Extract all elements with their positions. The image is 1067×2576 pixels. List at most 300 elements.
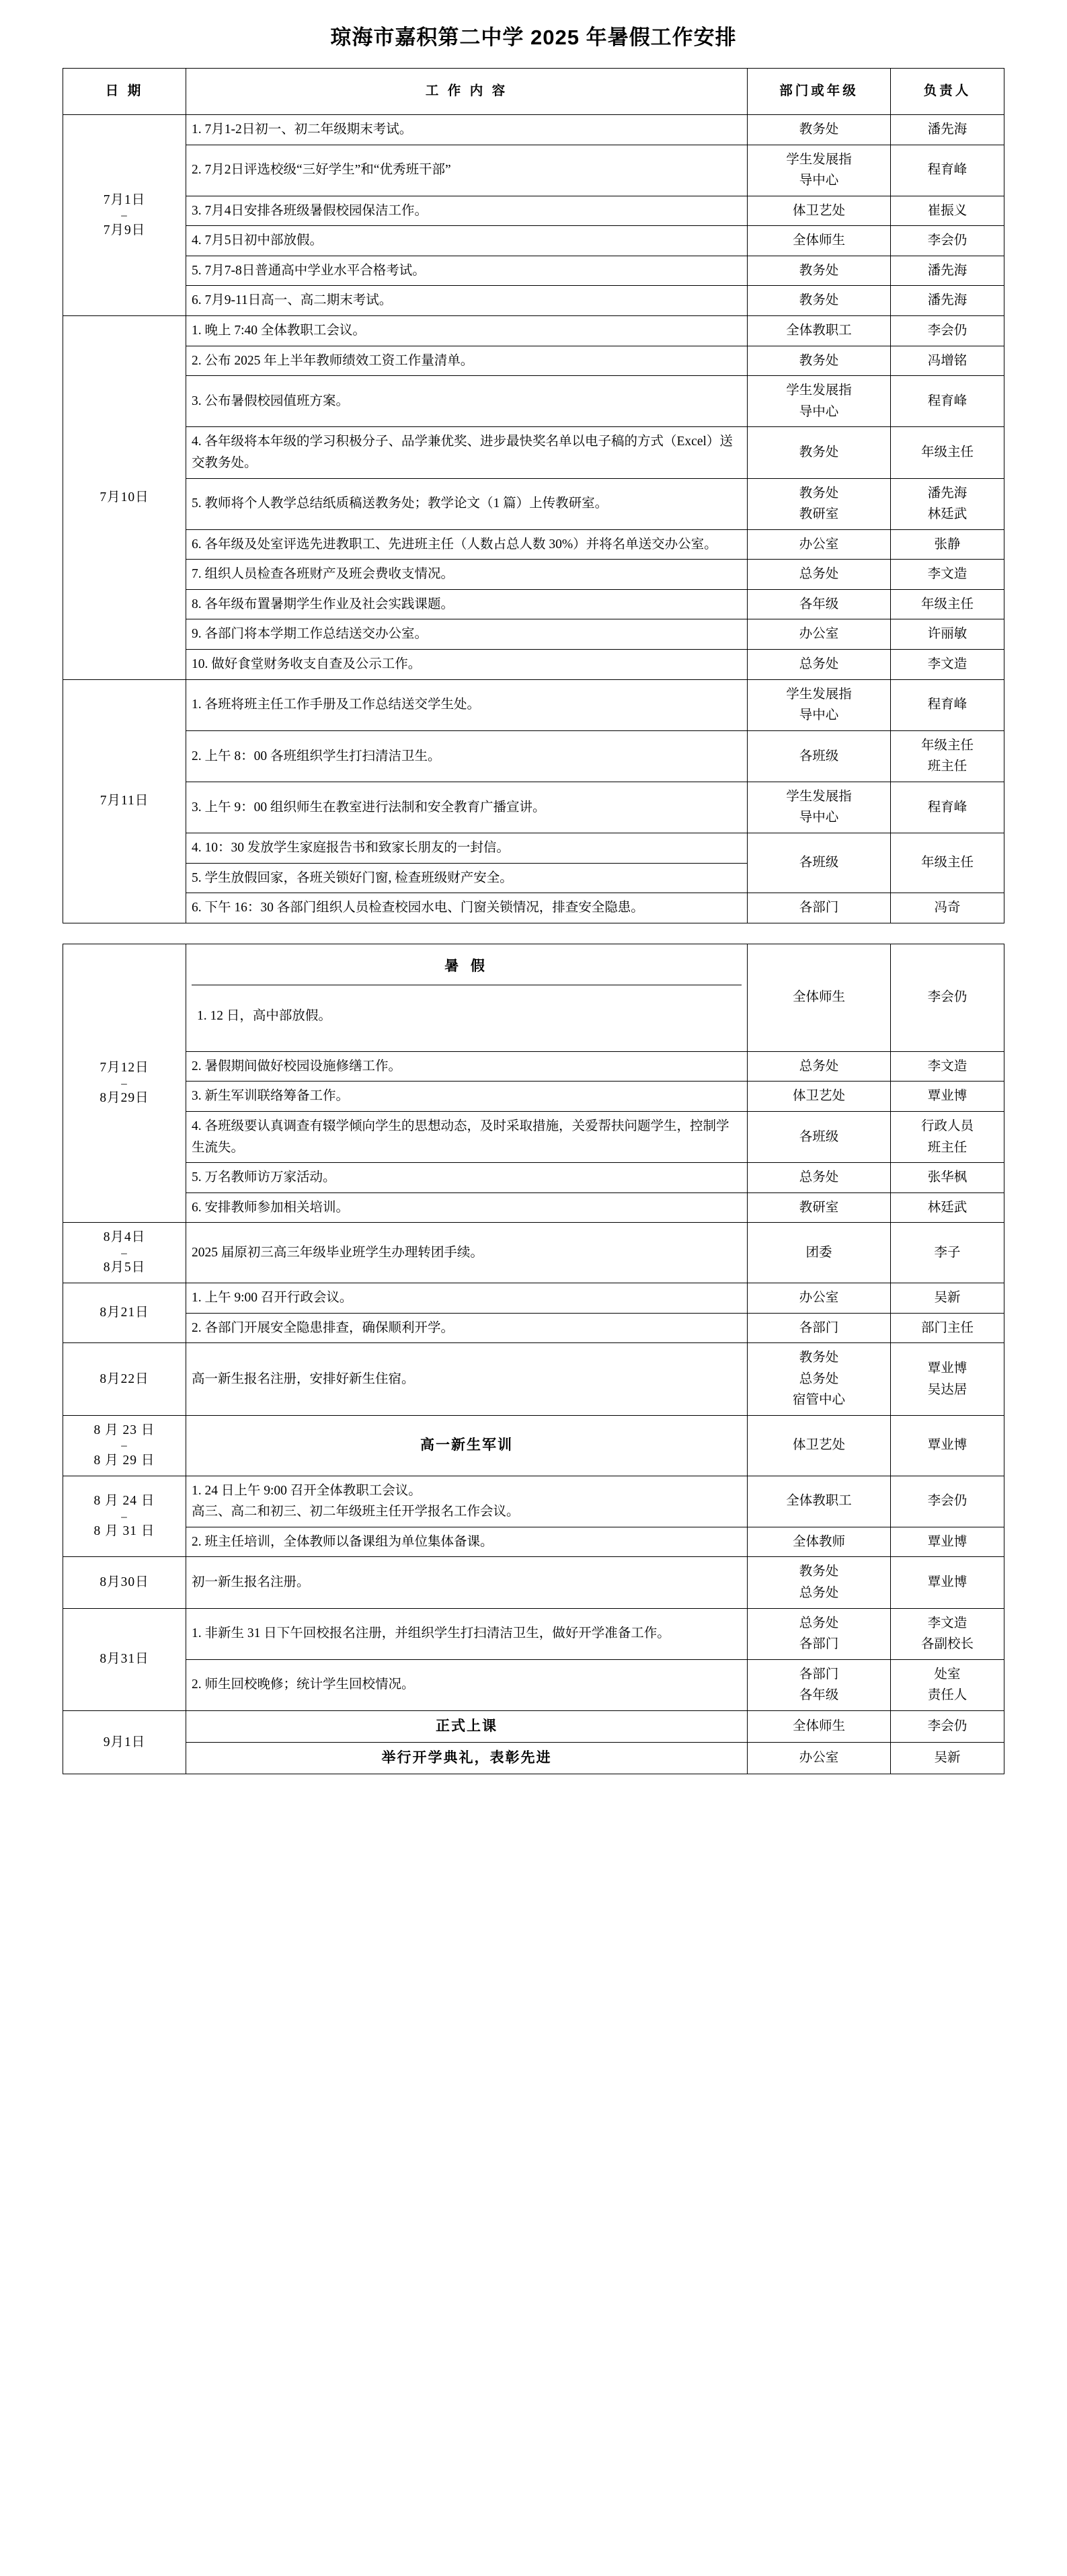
department-cell	[748, 1527, 891, 1557]
content-cell	[186, 427, 748, 478]
department-cell	[748, 226, 891, 256]
person-cell	[891, 1163, 1004, 1193]
table-row	[63, 427, 1004, 478]
department-cell	[748, 376, 891, 427]
department-cell	[748, 1557, 891, 1608]
department-line: 全体师生	[792, 990, 845, 1005]
department-cell	[748, 316, 891, 346]
person-line: 张静	[934, 537, 961, 552]
department-cell	[748, 619, 891, 650]
task-line: 1. 12 日，高中部放假。	[197, 1008, 331, 1023]
person-line: 年级主任	[920, 445, 974, 460]
person-cell	[891, 427, 1004, 478]
department-line: 学生发展指	[786, 789, 852, 804]
person-cell	[891, 649, 1004, 679]
date-line: 7月1日	[103, 192, 146, 207]
content-cell	[186, 560, 748, 590]
department-line: 学生发展指	[786, 152, 852, 167]
person-cell	[891, 196, 1004, 226]
department-cell	[748, 782, 891, 833]
date-line: 7月10日	[100, 490, 149, 505]
department-cell	[748, 1082, 891, 1112]
person-cell	[891, 226, 1004, 256]
person-line: 李会仍	[927, 233, 967, 248]
task-line: 4. 各年级将本年级的学习积极分子、品学兼优奖、进步最快奖名单以电子稿的方式（Excel）送交教务处。	[192, 434, 733, 470]
table-row	[63, 1111, 1004, 1162]
department-cell	[748, 833, 891, 893]
table-row	[63, 256, 1004, 286]
task-text	[192, 985, 742, 1047]
table-row	[63, 1710, 1004, 1742]
content-cell	[186, 1710, 748, 1742]
table-row	[63, 730, 1004, 782]
department-line: 教研室	[799, 507, 839, 522]
content-cell	[186, 1223, 748, 1283]
department-cell	[748, 1111, 891, 1162]
table-row	[63, 376, 1004, 427]
content-cell	[186, 1659, 748, 1710]
content-cell	[186, 782, 748, 833]
department-line: 各班级	[799, 1129, 839, 1144]
person-cell	[891, 256, 1004, 286]
date-line: 8月5日	[103, 1260, 146, 1275]
person-cell	[891, 560, 1004, 590]
person-line: 李文造	[927, 656, 967, 671]
department-cell	[748, 679, 891, 730]
department-line: 总务处	[799, 1585, 839, 1600]
person-line: 吴达居	[927, 1382, 967, 1397]
person-line: 处室	[934, 1667, 961, 1681]
date-cell	[63, 1710, 186, 1774]
person-line: 年级主任	[920, 738, 974, 753]
department-line: 教务处	[799, 1564, 839, 1579]
date-cell	[63, 1608, 186, 1710]
department-line: 体卫艺处	[792, 1089, 845, 1104]
date-range-dash: –	[121, 1076, 128, 1090]
department-line: 总务处	[799, 1616, 839, 1630]
person-line: 程育峰	[927, 163, 967, 178]
department-cell	[748, 427, 891, 478]
table-row	[63, 478, 1004, 529]
department-cell	[748, 1476, 891, 1527]
table-row	[63, 1608, 1004, 1659]
department-cell	[748, 649, 891, 679]
table-row	[63, 196, 1004, 226]
task-line: 1. 上午 9:00 召开行政会议。	[192, 1291, 353, 1305]
department-cell	[748, 256, 891, 286]
department-line: 全体教职工	[786, 1494, 852, 1509]
content-cell	[186, 1476, 748, 1527]
table-row	[63, 1415, 1004, 1476]
person-line: 覃业博	[927, 1361, 967, 1375]
content-cell	[186, 619, 748, 650]
person-cell	[891, 679, 1004, 730]
department-cell	[748, 1608, 891, 1659]
table-row	[63, 1313, 1004, 1343]
column-header-date: 日 期	[63, 69, 186, 115]
person-line: 林廷武	[927, 507, 967, 522]
table-row	[63, 346, 1004, 376]
person-cell	[891, 589, 1004, 619]
date-cell	[63, 1415, 186, 1476]
person-cell	[891, 1476, 1004, 1527]
date-cell	[63, 1223, 186, 1283]
content-cell	[186, 286, 748, 316]
task-line: 8. 各年级布置暑期学生作业及社会实践课题。	[192, 597, 455, 611]
task-line: 9. 各部门将本学期工作总结送交办公室。	[192, 627, 428, 642]
department-cell	[748, 346, 891, 376]
task-line: 2. 7月2日评选校级“三好学生”和“优秀班干部”	[192, 163, 451, 178]
department-cell	[748, 893, 891, 923]
person-line: 冯增铭	[927, 353, 967, 368]
task-line: 3. 新生军训联络筹备工作。	[192, 1089, 350, 1104]
content-cell	[186, 226, 748, 256]
person-cell	[891, 376, 1004, 427]
department-line: 各部门	[799, 1667, 839, 1681]
task-line: 2. 上午 8：00 各班组织学生打扫清洁卫生。	[192, 749, 441, 763]
date-cell	[63, 944, 186, 1222]
department-line: 全体师生	[792, 1719, 845, 1734]
department-cell	[748, 1163, 891, 1193]
person-line: 程育峰	[927, 697, 967, 712]
person-line: 李文造	[927, 1059, 967, 1073]
task-line: 3. 上午 9：00 组织师生在教室进行法制和安全教育广播宣讲。	[192, 800, 546, 815]
content-cell	[186, 589, 748, 619]
task-line: 3. 公布暑假校园值班方案。	[192, 393, 350, 408]
person-cell	[891, 1111, 1004, 1162]
person-line: 李会仍	[927, 324, 967, 338]
content-cell	[186, 1192, 748, 1223]
person-cell	[891, 478, 1004, 529]
person-line: 李文造	[927, 567, 967, 582]
table-row	[63, 944, 1004, 1051]
department-line: 各部门	[799, 1320, 839, 1335]
content-cell	[186, 1283, 748, 1314]
person-line: 部门主任	[920, 1320, 974, 1335]
department-line: 总务处	[799, 567, 839, 582]
date-range-dash: –	[121, 1246, 128, 1259]
task-line: 正式上课	[436, 1718, 498, 1734]
person-line: 覃业博	[927, 1089, 967, 1104]
person-cell	[891, 944, 1004, 1051]
department-line: 教务处	[799, 122, 839, 137]
task-line: 高一新生报名注册，安排好新生住宿。	[192, 1371, 415, 1386]
person-cell	[891, 1313, 1004, 1343]
task-line: 4. 各班级要认真调查有辍学倾向学生的思想动态，及时采取措施，关爱帮扶问题学生，控制学生流失。	[192, 1119, 729, 1155]
content-cell	[186, 730, 748, 782]
department-line: 导中心	[799, 810, 839, 825]
department-line: 宿管中心	[792, 1393, 845, 1408]
table-row	[63, 145, 1004, 196]
task-line: 6. 7月9-11日高一、高二期末考试。	[192, 293, 393, 308]
person-cell	[891, 1415, 1004, 1476]
department-cell	[748, 1223, 891, 1283]
schedule-table	[63, 944, 1004, 1774]
person-line: 潘先海	[927, 263, 967, 278]
task-line: 10. 做好食堂财务收支自查及公示工作。	[192, 656, 422, 671]
person-line: 李会仍	[927, 990, 967, 1005]
table-row	[63, 1527, 1004, 1557]
person-line: 潘先海	[927, 486, 967, 500]
department-cell	[748, 1283, 891, 1314]
person-line: 崔振义	[927, 203, 967, 218]
department-line: 教务处	[799, 486, 839, 500]
table-row	[63, 560, 1004, 590]
task-line: 5. 万名教师访万家活动。	[192, 1170, 336, 1185]
department-line: 各班级	[799, 749, 839, 763]
content-cell	[186, 1163, 748, 1193]
task-line: 3. 7月4日安排各班级暑假校园保洁工作。	[192, 203, 428, 218]
table-row	[63, 833, 1004, 864]
person-cell	[891, 782, 1004, 833]
person-cell	[891, 529, 1004, 560]
person-cell	[891, 619, 1004, 650]
date-line: 8月30日	[100, 1575, 149, 1590]
task-line: 7. 组织人员检查各班财产及班会费收支情况。	[192, 567, 455, 582]
person-line: 李文造	[927, 1616, 967, 1630]
department-cell	[748, 1742, 891, 1774]
person-line: 许丽敏	[927, 627, 967, 642]
person-cell	[891, 145, 1004, 196]
table-row	[63, 1343, 1004, 1416]
content-cell	[186, 893, 748, 923]
department-line: 办公室	[799, 1291, 839, 1305]
department-line: 导中心	[799, 404, 839, 419]
person-cell	[891, 115, 1004, 145]
department-line: 教务处	[799, 353, 839, 368]
content-cell	[186, 316, 748, 346]
department-cell	[748, 196, 891, 226]
person-cell	[891, 1082, 1004, 1112]
date-cell	[63, 1557, 186, 1608]
task-line: 4. 7月5日初中部放假。	[192, 233, 323, 248]
date-cell	[63, 1283, 186, 1343]
content-cell	[186, 1082, 748, 1112]
person-line: 吴新	[934, 1291, 961, 1305]
person-cell	[891, 1527, 1004, 1557]
column-header-content: 工 作 内 容	[186, 69, 748, 115]
content-cell	[186, 115, 748, 145]
person-line: 班主任	[927, 1140, 967, 1155]
content-cell	[186, 196, 748, 226]
date-line: 9月1日	[103, 1735, 146, 1749]
department-line: 全体师生	[792, 233, 845, 248]
person-line: 程育峰	[927, 393, 967, 408]
person-cell	[891, 346, 1004, 376]
person-line: 潘先海	[927, 293, 967, 308]
person-line: 李子	[934, 1245, 961, 1260]
task-line: 1. 7月1-2日初一、初二年级期末考试。	[192, 122, 413, 137]
department-cell	[748, 560, 891, 590]
table-row	[63, 286, 1004, 316]
task-line: 6. 下午 16：30 各部门组织人员检查校园水电、门窗关锁情况，排查安全隐患。	[192, 901, 644, 915]
schedule-table	[63, 68, 1004, 923]
table-row	[63, 1082, 1004, 1112]
date-cell	[63, 115, 186, 316]
date-line: 8月4日	[103, 1230, 146, 1245]
table-row	[63, 1223, 1004, 1283]
person-line: 行政人员	[920, 1119, 974, 1133]
department-cell	[748, 589, 891, 619]
table-row	[63, 529, 1004, 560]
department-line: 总务处	[799, 1371, 839, 1386]
content-cell	[186, 944, 748, 1051]
department-cell	[748, 1659, 891, 1710]
department-line: 各部门	[799, 901, 839, 915]
date-line: 8 月 24 日	[93, 1494, 155, 1509]
department-cell	[748, 286, 891, 316]
task-line: 初一新生报名注册。	[192, 1575, 310, 1590]
person-line: 年级主任	[920, 856, 974, 870]
content-cell	[186, 1343, 748, 1416]
date-cell	[63, 316, 186, 680]
department-cell	[748, 478, 891, 529]
person-line: 班主任	[927, 759, 967, 774]
department-line: 教研室	[799, 1200, 839, 1215]
table-row	[63, 115, 1004, 145]
department-line: 全体教职工	[786, 324, 852, 338]
person-cell	[891, 316, 1004, 346]
department-line: 各年级	[799, 597, 839, 611]
department-line: 教务处	[799, 263, 839, 278]
date-line: 8月29日	[100, 1091, 149, 1106]
date-cell	[63, 679, 186, 923]
person-line: 李会仍	[927, 1719, 967, 1734]
department-line: 学生发展指	[786, 383, 852, 398]
department-line: 总务处	[799, 1059, 839, 1073]
table-row	[63, 589, 1004, 619]
table-row	[63, 1192, 1004, 1223]
date-line: 7月12日	[100, 1061, 149, 1075]
person-line: 责任人	[927, 1688, 967, 1703]
schedule-tables	[0, 68, 1067, 1774]
date-line: 8 月 23 日	[93, 1423, 155, 1437]
date-cell	[63, 1476, 186, 1557]
department-line: 体卫艺处	[792, 1438, 845, 1453]
person-cell	[891, 1742, 1004, 1774]
table-row	[63, 679, 1004, 730]
person-cell	[891, 730, 1004, 782]
task-line: 举行开学典礼，表彰先进	[381, 1749, 552, 1766]
task-line: 5. 7月7-8日普通高中学业水平合格考试。	[192, 263, 426, 278]
table-row	[63, 1163, 1004, 1193]
person-cell	[891, 893, 1004, 923]
date-line: 8 月 31 日	[93, 1524, 155, 1539]
table-row	[63, 782, 1004, 833]
content-cell	[186, 679, 748, 730]
person-line: 张华枫	[927, 1170, 967, 1185]
person-cell	[891, 1051, 1004, 1082]
table-row	[63, 316, 1004, 346]
table-row	[63, 619, 1004, 650]
date-cell	[63, 1343, 186, 1416]
table-row	[63, 893, 1004, 923]
task-line: 2. 公布 2025 年上半年教师绩效工资工作量清单。	[192, 353, 474, 368]
content-cell	[186, 1557, 748, 1608]
content-cell	[186, 529, 748, 560]
department-cell	[748, 1415, 891, 1476]
department-line: 全体教师	[792, 1534, 845, 1549]
content-cell	[186, 1111, 748, 1162]
person-cell	[891, 1343, 1004, 1416]
person-line: 林廷武	[927, 1200, 967, 1215]
person-cell	[891, 1283, 1004, 1314]
person-cell	[891, 286, 1004, 316]
person-cell	[891, 1223, 1004, 1283]
department-line: 教务处	[799, 445, 839, 460]
task-line: 2. 各部门开展安全隐患排查，确保顺利开学。	[192, 1320, 455, 1335]
task-line: 1. 24 日上午 9:00 召开全体教职工会议。	[192, 1483, 422, 1498]
department-cell	[748, 1051, 891, 1082]
date-range-dash: –	[121, 1509, 128, 1523]
content-cell	[186, 1608, 748, 1659]
department-cell	[748, 145, 891, 196]
date-line: 8月21日	[100, 1305, 149, 1320]
task-line: 2025 届原初三高三年级毕业班学生办理转团手续。	[192, 1245, 483, 1260]
person-line: 吴新	[934, 1751, 961, 1766]
person-line: 潘先海	[927, 122, 967, 137]
department-cell	[748, 1710, 891, 1742]
department-line: 总务处	[799, 656, 839, 671]
department-cell	[748, 115, 891, 145]
page-title: 琼海市嘉积第二中学 2025 年暑假工作安排	[330, 26, 737, 49]
task-line: 2. 师生回校晚修；统计学生回校情况。	[192, 1677, 415, 1692]
task-line: 6. 安排教师参加相关培训。	[192, 1200, 350, 1215]
content-cell	[186, 863, 748, 893]
table-row	[63, 1476, 1004, 1527]
person-line: 覃业博	[927, 1438, 967, 1453]
department-cell	[748, 1343, 891, 1416]
content-cell	[186, 1527, 748, 1557]
person-line: 各副校长	[920, 1637, 974, 1652]
task-line: 高三、高二和初三、初二年级班主任开学报名工作会议。	[192, 1505, 520, 1519]
person-cell	[891, 1659, 1004, 1710]
department-cell	[748, 944, 891, 1051]
department-line: 教务处	[799, 293, 839, 308]
content-cell	[186, 376, 748, 427]
department-line: 各部门	[799, 1637, 839, 1652]
content-cell	[186, 833, 748, 864]
department-cell	[748, 1313, 891, 1343]
date-line: 8月22日	[100, 1371, 149, 1386]
content-cell	[186, 1051, 748, 1082]
content-cell	[186, 478, 748, 529]
person-cell	[891, 1192, 1004, 1223]
table-row	[63, 1051, 1004, 1082]
department-line: 各年级	[799, 1688, 839, 1703]
table-row	[63, 1659, 1004, 1710]
content-cell	[186, 649, 748, 679]
person-line: 覃业博	[927, 1534, 967, 1549]
department-line: 导中心	[799, 174, 839, 188]
task-line: 6. 各年级及处室评选先进教职工、先进班主任（人数占总人数 30%）并将名单送交办公室。	[192, 537, 717, 552]
task-line: 5. 教师将个人教学总结纸质稿送教务处；教学论文（1 篇）上传教研室。	[192, 496, 608, 511]
content-cell	[186, 1415, 748, 1476]
table-row	[63, 1557, 1004, 1608]
task-line: 1. 非新生 31 日下午回校报名注册，并组织学生打扫清洁卫生，做好开学准备工作。	[192, 1626, 670, 1641]
department-line: 总务处	[799, 1170, 839, 1185]
task-line: 2. 暑假期间做好校园设施修缮工作。	[192, 1059, 402, 1073]
column-header-person: 负责人	[891, 69, 1004, 115]
person-cell	[891, 1608, 1004, 1659]
person-line: 冯奇	[934, 901, 961, 915]
table-row	[63, 649, 1004, 679]
department-line: 学生发展指	[786, 687, 852, 702]
content-cell	[186, 1742, 748, 1774]
content-cell	[186, 1313, 748, 1343]
person-line: 年级主任	[920, 597, 974, 611]
table-row	[63, 1283, 1004, 1314]
